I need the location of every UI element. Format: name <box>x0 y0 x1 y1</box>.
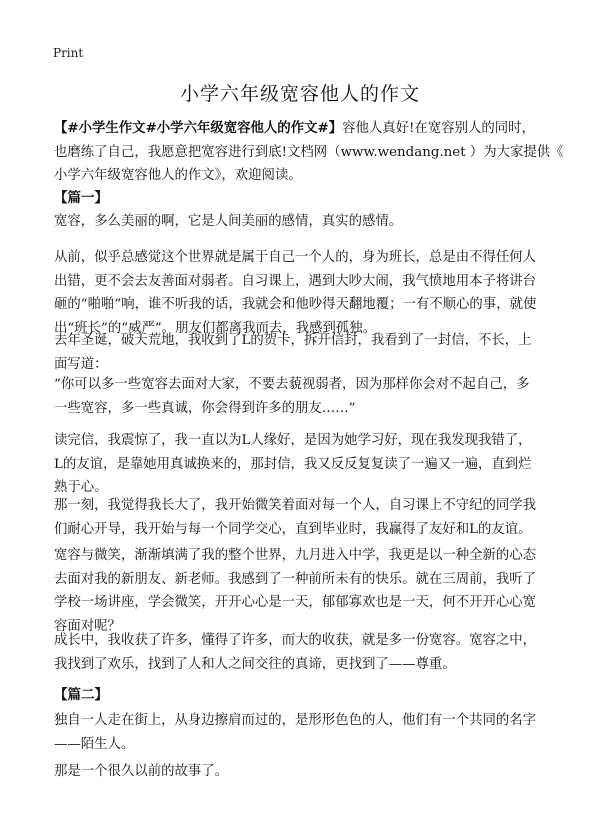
paragraph-line: 一些宽容，多一些真诚，你会得到许多的朋友……” <box>54 400 356 416</box>
paragraph-6 <box>54 494 554 541</box>
paragraph-5 <box>54 429 554 500</box>
paragraph-line: 学校一场讲座，学会微笑，开开心心是一天，郁郁寡欢也是一天，何不开开心心宽 <box>54 595 537 610</box>
paragraph-line: 们耐心开导，我开始与每一个同学交心，直到毕业时，我赢得了友好和L的友谊。 <box>54 521 532 537</box>
paragraph-line: 那一刻，我觉得我长大了，我开始微笑着面对每一个人，自习课上不守纪的同学我 <box>54 498 537 513</box>
paragraph-line: 从前，似乎总感觉这个世界就是属于自己一个人的，身为班长，总是由不得任何人 <box>54 250 537 265</box>
section-heading-1: 【篇一】 <box>54 190 108 206</box>
section-heading-2: 【篇二】 <box>54 687 108 703</box>
paragraph-line: 宽容，多么美丽的啊，它是人间美丽的感情，真实的感情。 <box>54 214 403 229</box>
paragraph-line: 去年圣诞，破天荒地，我收到了L的贺卡，拆开信封，我看到了一封信，不长，上 <box>54 333 532 348</box>
paragraph-line: 熟于心。 <box>54 480 108 495</box>
paragraph-10 <box>54 760 554 784</box>
paragraph-1 <box>54 210 554 234</box>
print-label: Print <box>53 46 84 60</box>
paragraph-line: “你可以多一些宽容去面对大家，不要去藐视弱者，因为那样你会对不起自己，多 <box>54 377 530 392</box>
paragraph-line: 宽容与微笑，渐渐填满了我的整个世界，九月进入中学，我更是以一种全新的心态 <box>54 548 537 563</box>
intro-paragraph <box>54 117 564 188</box>
paragraph-line: 成长中，我收获了许多，懂得了许多，而大的收获，就是多一份宽容。宽容之中， <box>54 633 537 648</box>
paragraph-line: 容面对呢？ <box>54 618 121 634</box>
page-title: 小学六年级宽容他人的作文 <box>179 83 420 105</box>
intro-tag: 【#小学生作文#小学六年级宽容他人的作文#】 <box>54 120 343 136</box>
paragraph-3 <box>54 329 554 376</box>
paragraph-line: 出“班长”的“威严”。朋友们都离我而去，我感到孤独。 <box>54 320 376 336</box>
paragraph-line: 砸的“啪啪”响，谁不听我的话，我就会和他吵得天翻地覆；一有不顺心的事，就使 <box>54 297 537 312</box>
paragraph-line: 读完信，我震惊了，我一直以为L人缘好，是因为她学习好，现在我发现我错了， <box>54 433 532 448</box>
paragraph-2 <box>54 246 554 340</box>
paragraph-4 <box>54 373 554 420</box>
paragraph-line: 独自一人走在街上，从身边擦肩而过的，是形形色色的人，他们有一个共同的名字 <box>54 713 537 728</box>
paragraph-line: ——陌生人。 <box>54 736 135 752</box>
paragraph-line: 去面对我的新朋友、新老师。我感到了一种前所未有的快乐。就在三周前，我听了 <box>54 571 537 587</box>
intro-line-3: 小学六年级宽容他人的作文》，欢迎阅读。 <box>54 168 302 183</box>
paragraph-line: 出错，更不会去友善面对弱者。自习课上，遇到大吵大闹，我气愤地用本子将讲台 <box>54 273 537 289</box>
intro-line-2: 也磨练了自己，我愿意把宽容进行到底!文档网（www.wendang.net ）为大家提供《 <box>54 144 564 160</box>
paragraph-line: L的友谊，是靠她用真诚换来的，那封信，我又反反复复读了一遍又一遍，直到烂 <box>54 456 532 472</box>
intro-line-1: 容他人真好!在宽容别人的同时， <box>342 121 535 136</box>
paragraph-8 <box>54 629 554 676</box>
paragraph-line: 我找到了欢乐，找到了人和人之间交往的真谛，更找到了——尊重。 <box>54 656 456 672</box>
paragraph-line: 面写道： <box>54 356 108 372</box>
paragraph-7 <box>54 544 554 638</box>
paragraph-9 <box>54 709 554 756</box>
paragraph-line: 那是一个很久以前的故事了。 <box>54 764 229 779</box>
